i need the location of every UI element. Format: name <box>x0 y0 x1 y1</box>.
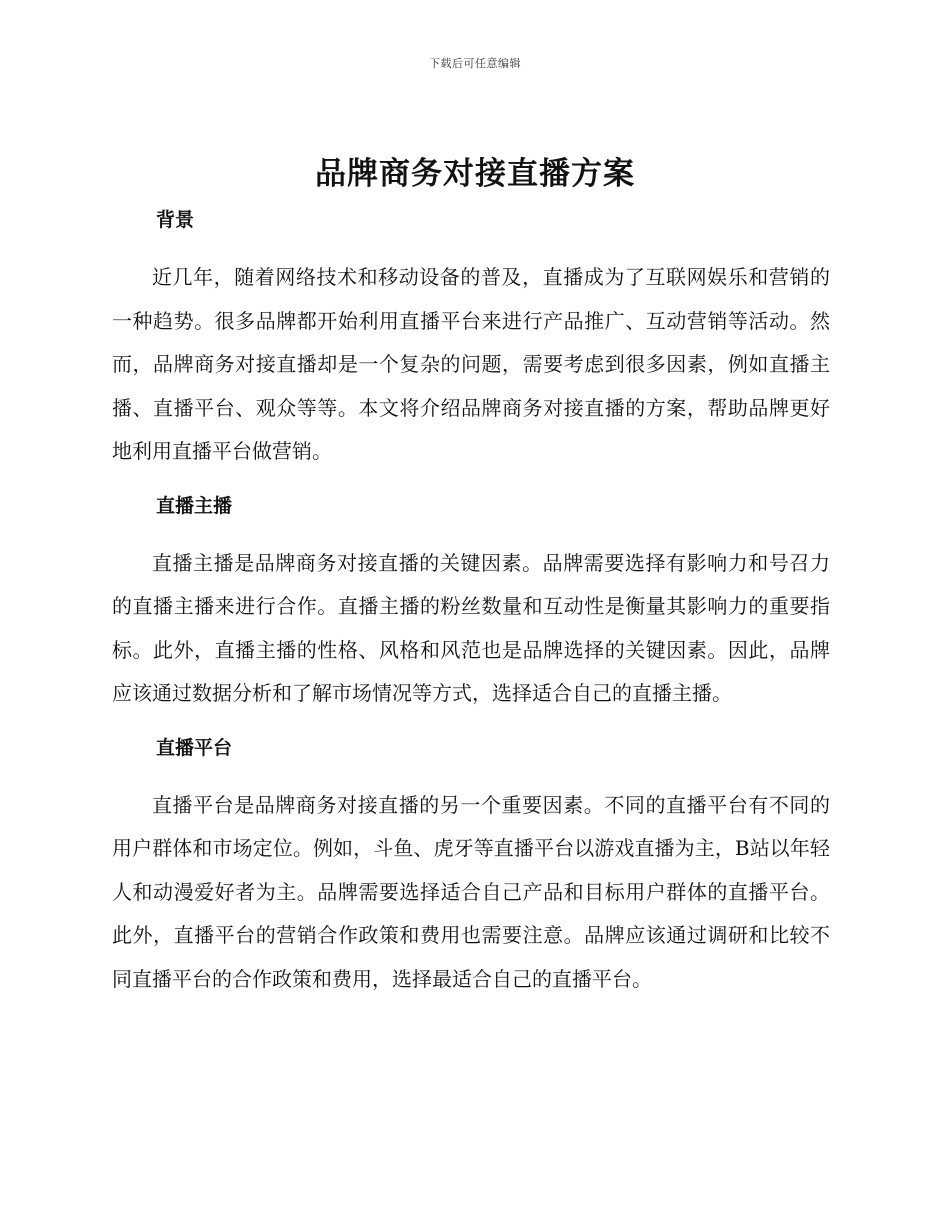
section-paragraph-background: 近几年，随着网络技术和移动设备的普及，直播成为了互联网娱乐和营销的一种趋势。很多品牌都开始利用直播平台来进行产品推广、互动营销等活动。然而，品牌商务对接直播却是一个复杂的问题，需要考虑到很多因素，例如直播主播、直播平台、观众等等。本文将介绍品牌商务对接直播的方案，帮助品牌更好地利用直播平台做营销。 <box>112 265 830 463</box>
section-paragraph-streamer: 直播主播是品牌商务对接直播的关键因素。品牌需要选择有影响力和号召力的直播主播来进行合作。直播主播的粉丝数量和互动性是衡量其影响力的重要指标。此外，直播主播的性格、风格和风范也是品牌选择的关键因素。因此，品牌应该通过数据分析和了解市场情况等方式，选择适合自己的直播主播。 <box>112 550 830 705</box>
section-paragraph-platform: 直播平台是品牌商务对接直播的另一个重要因素。不同的直播平台有不同的用户群体和市场定位。例如，斗鱼、虎牙等直播平台以游戏直播为主，B站以年轻人和动漫爱好者为主。品牌需要选择适合自己产品和目标用户群体的直播平台。此外，直播平台的营销合作政策和费用也需要注意。品牌应该通过调研和比较不同直播平台的合作政策和费用，选择最适合自己的直播平台。 <box>112 792 830 991</box>
section-heading-background: 背景 <box>156 209 195 231</box>
document-title: 品牌商务对接直播方案 <box>315 156 635 192</box>
document-body <box>112 200 830 1001</box>
section-heading-platform: 直播平台 <box>156 736 233 759</box>
section-heading-streamer: 直播主播 <box>156 494 233 517</box>
header-note: 下载后可任意编辑 <box>429 57 521 70</box>
